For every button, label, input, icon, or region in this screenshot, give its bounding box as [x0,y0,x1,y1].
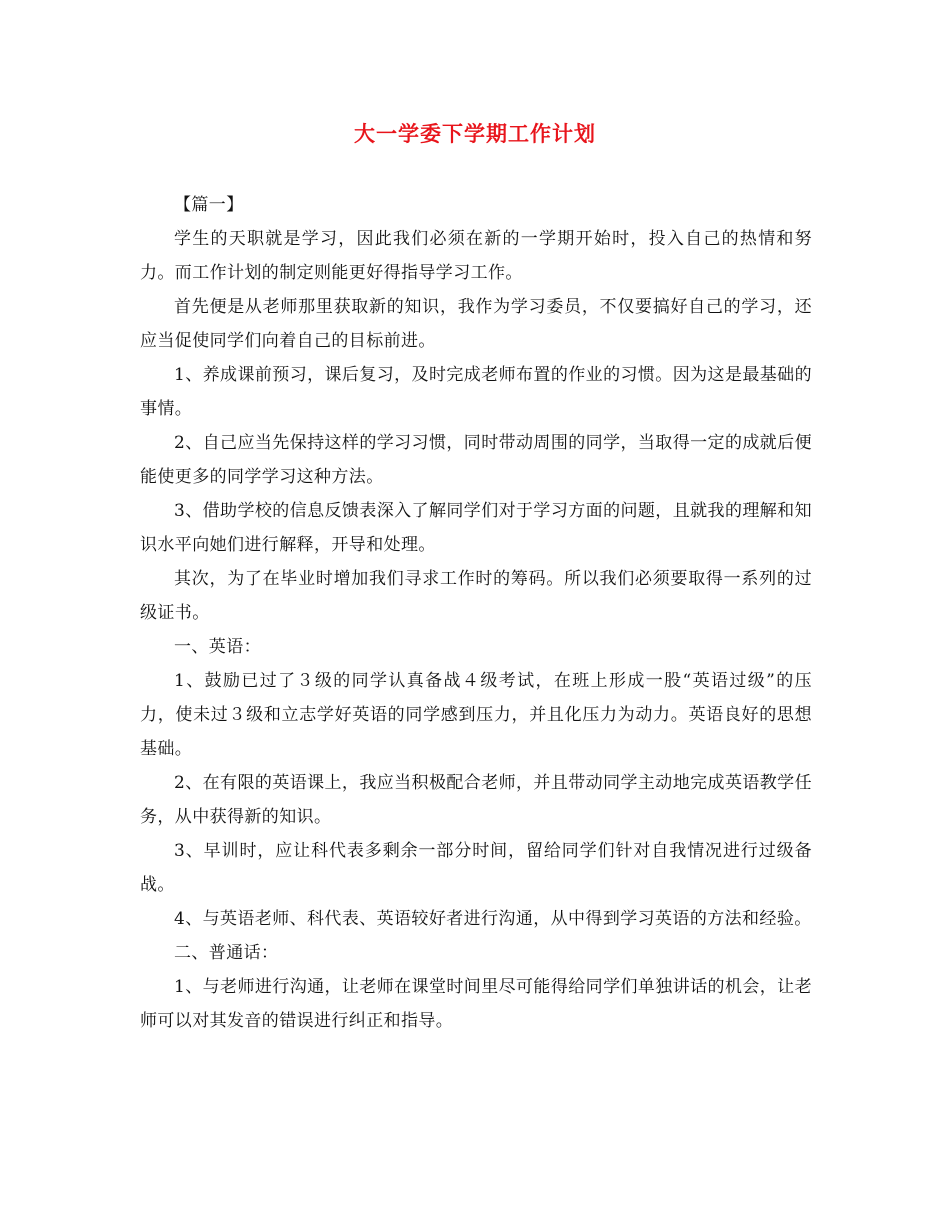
section-label: 【篇一】 [174,195,244,215]
list-item: 1、养成课前预习，课后复习，及时完成老师布置的作业的习惯。因为这是最基础的事情。 [140,365,812,419]
paragraph: 学生的天职就是学习，因此我们必须在新的一学期开始时，投入自己的热情和努力。而工作计划的制定则能更好得指导学习工作。 [140,229,812,283]
document-body [140,188,812,1038]
list-item: 2、在有限的英语课上，我应当积极配合老师，并且带动同学主动地完成英语教学任务，从中获得新的知识。 [140,773,812,827]
paragraph: 首先便是从老师那里获取新的知识，我作为学习委员，不仅要搞好自己的学习，还应当促使同学们向着自己的目标前进。 [140,297,812,351]
list-item: 1、鼓励已过了３级的同学认真备战４级考试，在班上形成一股“英语过级”的压力，使未过３级和立志学好英语的同学感到压力，并且化压力为动力。英语良好的思想基础。 [140,671,812,759]
list-item: 1、与老师进行沟通，让老师在课堂时间里尽可能得给同学们单独讲话的机会，让老师可以对其发音的错误进行纠正和指导。 [140,977,812,1031]
document-title: 大一学委下学期工作计划 [354,122,596,146]
section-heading: 二、普通话： [174,943,279,963]
list-item: 4、与英语老师、科代表、英语较好者进行沟通，从中得到学习英语的方法和经验。 [174,909,812,929]
list-item: 2、自己应当先保持这样的学习习惯，同时带动周围的同学，当取得一定的成就后便能使更多的同学学习这种方法。 [140,433,812,487]
section-heading: 一、英语： [174,637,261,657]
list-item: 3、借助学校的信息反馈表深入了解同学们对于学习方面的问题，且就我的理解和知识水平向她们进行解释，开导和处理。 [140,501,812,555]
paragraph: 其次，为了在毕业时增加我们寻求工作时的筹码。所以我们必须要取得一系列的过级证书。 [140,569,812,623]
list-item: 3、早训时，应让科代表多剩余一部分时间，留给同学们针对自我情况进行过级备战。 [140,841,812,895]
